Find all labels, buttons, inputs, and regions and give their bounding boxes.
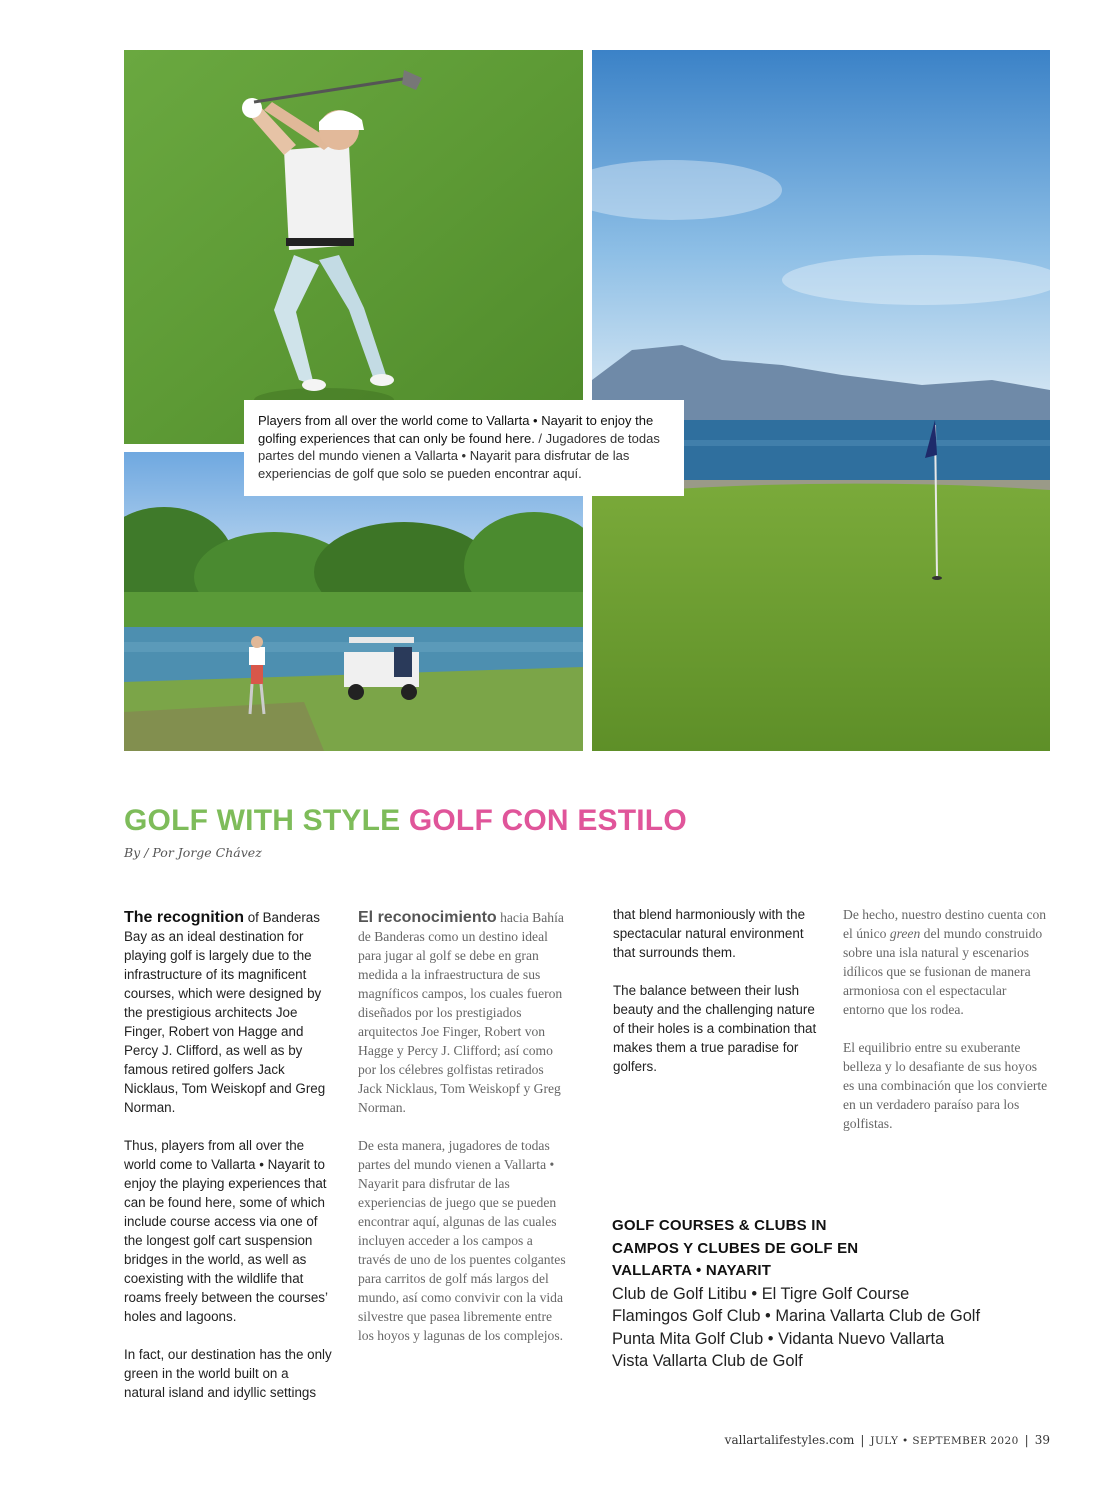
list-item: Flamingos Golf Club • Marina Vallarta Club de Golf	[612, 1307, 981, 1325]
photo-golf-cart-lagoon	[124, 452, 583, 751]
column-spanish-1	[358, 908, 566, 1364]
column-spanish-2	[843, 905, 1051, 1152]
article-title-spanish: GOLF CON ESTILO	[408, 804, 687, 837]
list-item: Club de Golf Litibu • El Tigre Golf Course	[612, 1284, 910, 1303]
paragraph: that blend harmoniously with the spectacular natural environment that surrounds them.	[613, 907, 806, 960]
courses-heading	[612, 1215, 1042, 1283]
paragraph-text: of Banderas Bay as an ideal destination for playing golf is largely due to the infrastructure of its magnificent courses, which were designed by the prestigious architects Joe Finger, Robert von Hagge and Percy J. Clifford, as well as by famous retired golfers Jack Nicklaus, Tom Weiskopf and Greg Norman.	[124, 910, 326, 1115]
column-english-1	[124, 908, 332, 1421]
byline: By / Por Jorge Chávez	[124, 845, 262, 860]
lead-in: El reconocimiento	[358, 909, 497, 926]
page-footer: vallartalifestyles.com | JULY • SEPTEMBER 2020 | 39	[724, 1433, 1050, 1447]
list-item: Punta Mita Golf Club • Vidanta Nuevo Vallarta	[612, 1329, 945, 1348]
paragraph: In fact, our destination has the only green in the world built on a natural island and idyllic settings	[124, 1347, 332, 1400]
courses-heading-spanish: CAMPOS Y CLUBES DE GOLF EN	[612, 1239, 859, 1257]
footer-issue: JULY • SEPTEMBER 2020	[870, 1435, 1019, 1447]
column-english-2	[613, 905, 821, 1095]
paragraph-text: hacia Bahía de Banderas como un destino ideal para jugar al golf se debe en gran medida a la infraestructura de sus magníficos campos, los cuales fueron diseñados por los prestigiados arquitectos Joe Finger, Robert von Hagge y Percy J. Clifford; así como por los célebres golfistas retirados Jack Nicklaus, Tom Weiskopf y Greg Norman.	[358, 910, 564, 1115]
paragraph	[124, 908, 332, 1117]
list-item: Vista Vallarta Club de Golf	[612, 1352, 803, 1370]
paragraph	[843, 905, 1051, 1019]
emphasis-green: green	[889, 926, 921, 941]
article-title	[124, 804, 687, 838]
paragraph	[358, 908, 566, 1117]
photo-caption	[244, 400, 684, 496]
article-title-english: GOLF WITH STYLE	[124, 804, 401, 837]
lead-in: The recognition	[124, 909, 244, 926]
paragraph: El equilibrio entre su exuberante belleza y lo desafiante de sus hoyos es una combinación que los convierte en un verdadero paraíso para los golfistas.	[843, 1040, 1048, 1131]
caption-english: Players from all over the world come to Vallarta • Nayarit to enjoy the golfing experiences that can only be found here.	[258, 413, 654, 446]
courses-list	[612, 1283, 1042, 1373]
paragraph-text: del mundo construido sobre una isla natural y escenarios idílicos que se fusionan de manera armoniosa con el espectacular entorno que los rodea.	[843, 926, 1043, 1017]
paragraph: De esta manera, jugadores de todas partes del mundo vienen a Vallarta • Nayarit para disfrutar de las experiencias de juego que se pueden encontrar aquí, algunas de las cuales incluyen acceder a los campos a través de uno de los puentes colgantes para carritos de golf más largos del mundo, así como convivir con la vida silvestre que pasea libremente entre los hoyos y lagunas de los complejos.	[358, 1138, 566, 1343]
photo-golfer-swing	[124, 50, 583, 444]
courses-heading-english: GOLF COURSES & CLUBS IN	[612, 1217, 827, 1234]
paragraph: The balance between their lush beauty and the challenging nature of their holes is a combination that makes them a true paradise for golfers.	[613, 983, 817, 1074]
golf-courses-box	[612, 1215, 1042, 1373]
caption-spanish: / Jugadores de todas partes del mundo vienen a Vallarta • Nayarit para disfrutar de las experiencias de golf que solo se pueden encontrar aquí.	[258, 430, 660, 481]
courses-heading-place: VALLARTA • NAYARIT	[612, 1262, 772, 1279]
page-number: 39	[1034, 1433, 1050, 1447]
footer-site: vallartalifestyles.com	[724, 1433, 855, 1447]
paragraph: Thus, players from all over the world come to Vallarta • Nayarit to enjoy the playing experiences that can be found here, some of which include course access via one of the longest golf cart suspension bridges in the world, as well as coexisting with the wildlife that roams freely between the courses’ holes and lagoons.	[124, 1138, 328, 1324]
paragraph-text: De hecho, nuestro destino cuenta con el único	[843, 907, 1047, 941]
